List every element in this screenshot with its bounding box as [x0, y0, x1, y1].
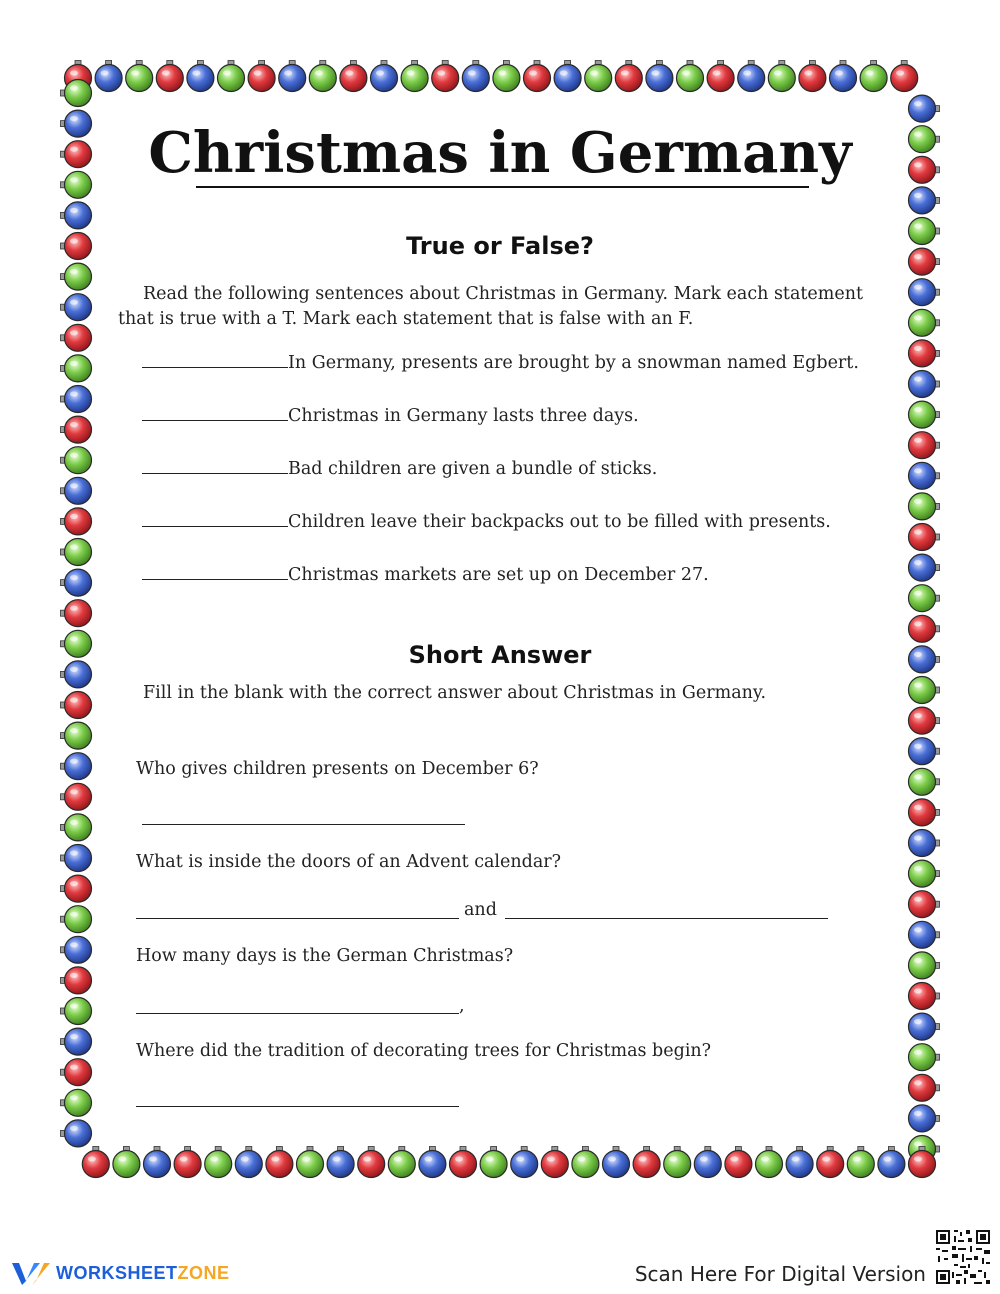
ornament-icon — [61, 263, 92, 290]
ornament-icon — [61, 1089, 92, 1116]
statement-text: Christmas in Germany lasts three days. — [288, 406, 639, 426]
ornament-icon — [554, 61, 581, 92]
ornament-icon — [909, 983, 940, 1010]
answer-line[interactable] — [136, 1013, 459, 1014]
ornament-icon — [707, 61, 734, 92]
statement-row — [142, 404, 639, 426]
ornament-icon — [615, 61, 642, 92]
ornament-icon — [61, 1028, 92, 1055]
ornament-icon — [909, 585, 940, 612]
ornament-icon — [860, 61, 887, 92]
ornament-icon — [909, 524, 940, 551]
ornament-icon — [388, 1147, 415, 1178]
ornament-icon — [909, 95, 940, 122]
statement-row — [142, 563, 709, 585]
ornament-icon — [585, 61, 612, 92]
answer-blank[interactable] — [142, 351, 288, 368]
ornament-icon — [817, 1147, 844, 1178]
statement-row — [142, 457, 657, 479]
worksheet-zone-logo — [10, 1259, 50, 1287]
ornament-icon — [61, 814, 92, 841]
answer-blank[interactable] — [142, 510, 288, 527]
ornament-icon — [909, 187, 940, 214]
statement-row — [142, 351, 859, 373]
ornament-icon — [126, 61, 153, 92]
ornament-icon — [768, 61, 795, 92]
ornament-icon — [61, 722, 92, 749]
ornament-icon — [909, 1044, 940, 1071]
ornament-icon — [738, 61, 765, 92]
scan-text: Scan Here For Digital Version — [634, 1262, 926, 1286]
ornament-icon — [82, 1147, 109, 1178]
ornament-icon — [61, 753, 92, 780]
statement-text: Children leave their backpacks out to be filled with presents. — [288, 512, 831, 532]
answer-blank[interactable] — [142, 404, 288, 421]
ornament-icon — [187, 61, 214, 92]
ornament-icon — [327, 1147, 354, 1178]
ornament-icon — [830, 61, 857, 92]
ornament-icon — [909, 799, 940, 826]
answer-line[interactable] — [142, 824, 465, 825]
ornament-icon — [909, 401, 940, 428]
statement-text: Christmas markets are set up on December 27. — [288, 565, 709, 585]
ornament-icon — [61, 967, 92, 994]
ornament-icon — [646, 61, 673, 92]
ornament-icon — [664, 1147, 691, 1178]
ornament-icon — [909, 340, 940, 367]
ornament-icon — [61, 600, 92, 627]
ornament-icon — [174, 1147, 201, 1178]
ornament-icon — [462, 61, 489, 92]
ornament-icon — [61, 692, 92, 719]
ornament-icon — [909, 432, 940, 459]
ornament-icon — [297, 1147, 324, 1178]
ornament-icon — [541, 1147, 568, 1178]
true-false-heading: True or False? — [406, 232, 594, 260]
ornament-icon — [909, 615, 940, 642]
ornament-icon — [909, 921, 940, 948]
ornament-icon — [309, 61, 336, 92]
worksheet-zone-brand[interactable] — [10, 1259, 230, 1287]
statement-row — [142, 510, 831, 532]
answer-blank[interactable] — [142, 563, 288, 580]
ornament-icon — [603, 1147, 630, 1178]
ornament-icon — [786, 1147, 813, 1178]
ornament-icon — [61, 906, 92, 933]
statement-text: Bad children are given a bundle of sticks. — [288, 459, 658, 479]
ornament-icon — [340, 61, 367, 92]
ornament-icon — [909, 830, 940, 857]
ornament-icon — [371, 61, 398, 92]
ornament-icon — [909, 279, 940, 306]
ornament-icon — [909, 707, 940, 734]
ornament-icon — [61, 386, 92, 413]
ornament-icon — [61, 355, 92, 382]
ornament-icon — [572, 1147, 599, 1178]
ornament-icon — [61, 508, 92, 535]
ornament-icon — [61, 936, 92, 963]
ornament-icon — [65, 61, 92, 92]
ornament-icon — [725, 1147, 752, 1178]
ornament-icon — [524, 61, 551, 92]
ornament-icon — [401, 61, 428, 92]
qr-code[interactable] — [934, 1228, 992, 1286]
true-false-instructions: Read the following sentences about Christmas in Germany. Mark each statement that is true with a T. Mark each statement that is false with an F. — [118, 284, 864, 329]
ornament-icon — [61, 998, 92, 1025]
ornament-icon — [909, 493, 940, 520]
ornament-icon — [909, 768, 940, 795]
ornament-icon — [756, 1147, 783, 1178]
ornament-icon — [205, 1147, 232, 1178]
ornament-icon — [279, 61, 306, 92]
answer-blank[interactable] — [142, 457, 288, 474]
ornament-icon — [909, 1074, 940, 1101]
ornament-icon — [432, 61, 459, 92]
question-text: What is inside the doors of an Advent calendar? — [136, 852, 562, 872]
ornament-icon — [61, 1120, 92, 1147]
ornament-icon — [450, 1147, 477, 1178]
ornament-icon — [909, 371, 940, 398]
ornament-icon — [266, 1147, 293, 1178]
ornament-icon — [878, 1147, 905, 1178]
ornament-icon — [61, 80, 92, 107]
ornament-icon — [847, 1147, 874, 1178]
ornament-icon — [909, 738, 940, 765]
ornament-icon — [909, 554, 940, 581]
ornament-icon — [480, 1147, 507, 1178]
ornament-icon — [144, 1147, 171, 1178]
question-text: Where did the tradition of decorating trees for Christmas begin? — [136, 1041, 712, 1061]
ornament-icon — [909, 309, 940, 336]
ornament-icon — [95, 61, 122, 92]
ornament-icon — [61, 845, 92, 872]
ornament-icon — [61, 569, 92, 596]
ornament-icon — [113, 1147, 140, 1178]
ornament-icon — [156, 61, 183, 92]
ornament-icon — [909, 952, 940, 979]
ornament-icon — [909, 1136, 940, 1163]
ornament-icon — [61, 539, 92, 566]
ornament-icon — [61, 477, 92, 504]
answer-line[interactable] — [505, 918, 828, 919]
ornament-icon — [909, 677, 940, 704]
ornament-icon — [61, 416, 92, 443]
ornament-icon — [61, 875, 92, 902]
ornament-icon — [909, 860, 940, 887]
ornament-icon — [909, 1147, 936, 1178]
ornament-icon — [218, 61, 245, 92]
ornament-icon — [694, 1147, 721, 1178]
ornament-icon — [248, 61, 275, 92]
question-text: How many days is the German Christmas? — [136, 946, 514, 966]
ornament-icon — [419, 1147, 446, 1178]
ornament-icon — [493, 61, 520, 92]
title-underline — [196, 186, 809, 188]
ornament-icon — [61, 1059, 92, 1086]
short-answer-instructions: Fill in the blank with the correct answer about Christmas in Germany. — [143, 683, 767, 703]
ornament-icon — [61, 294, 92, 321]
ornament-icon — [61, 202, 92, 229]
brand-accent-text: ZONE — [177, 1262, 230, 1283]
ornament-icon — [61, 447, 92, 474]
answer-line[interactable] — [136, 1106, 459, 1107]
ornament-icon — [909, 1013, 940, 1040]
ornament-icon — [909, 1105, 940, 1132]
ornament-icon — [909, 891, 940, 918]
ornament-icon — [891, 61, 918, 92]
ornament-icon — [61, 324, 92, 351]
ornament-icon — [909, 462, 940, 489]
ornament-icon — [358, 1147, 385, 1178]
ornament-icon — [677, 61, 704, 92]
answer-line[interactable] — [136, 918, 459, 919]
comma: , — [459, 996, 465, 1016]
ornament-icon — [235, 1147, 262, 1178]
brand-main-text: WORKSHEET — [56, 1262, 178, 1283]
question-text: Who gives children presents on December 6? — [136, 759, 539, 779]
page-title: Christmas in Germany — [148, 120, 852, 186]
ornament-icon — [633, 1147, 660, 1178]
statement-text: In Germany, presents are brought by a snowman named Egbert. — [288, 353, 859, 373]
and-word: and — [464, 900, 497, 920]
ornament-icon — [511, 1147, 538, 1178]
ornament-icon — [799, 61, 826, 92]
short-answer-heading: Short Answer — [408, 641, 592, 669]
ornament-icon — [61, 783, 92, 810]
